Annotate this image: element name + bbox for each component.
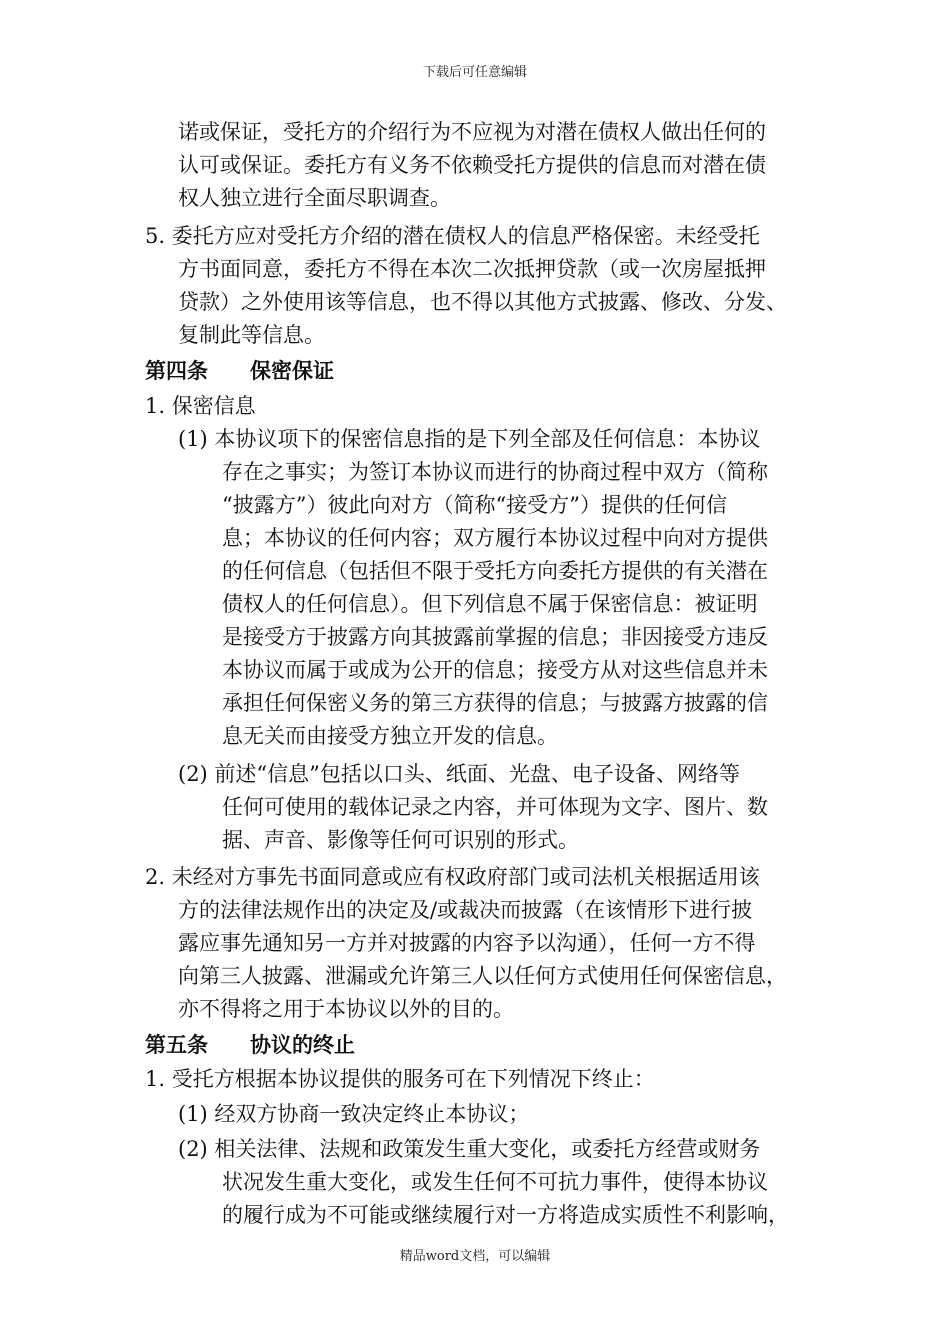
text-line: 1. 保密信息 (145, 394, 256, 418)
text-line: 方书面同意，委托方不得在本次二次抵押贷款（或一次房屋抵押 (178, 257, 766, 281)
text-line: 息；本协议的任何内容；双方履行本协议过程中向对方提供 (222, 526, 768, 550)
text-line: 债权人的任何信息）。但下列信息不属于保密信息：被证明 (222, 592, 758, 616)
text-line: 诺或保证，受托方的介绍行为不应视为对潜在债权人做出任何的 (178, 120, 766, 144)
text-line: 向第三人披露、泄漏或允许第三人以任何方式使用任何保密信息， (178, 964, 787, 988)
text-line: (2) 前述“信息”包括以口头、纸面、光盘、电子设备、网络等 (178, 762, 740, 786)
text-line: (1) 经双方协商一致决定终止本协议； (178, 1102, 530, 1126)
text-line: 任何可使用的载体记录之内容，并可体现为文字、图片、数 (222, 795, 768, 819)
text-line: 1. 受托方根据本协议提供的服务可在下列情况下终止： (145, 1067, 655, 1091)
text-line: 状况发生重大变化，或发生任何不可抗力事件，使得本协议 (222, 1170, 768, 1194)
text-line: 露应事先通知另一方并对披露的内容予以沟通），任何一方不得 (178, 931, 756, 955)
text-line: 息无关而由接受方独立开发的信息。 (222, 724, 558, 748)
text-line: 2. 未经对方事先书面同意或应有权政府部门或司法机关根据适用该 (145, 865, 760, 889)
text-line: 贷款）之外使用该等信息，也不得以其他方式披露、修改、分发、 (178, 290, 787, 314)
text-line: “披露方”）彼此向对方（简称“接受方”）提供的任何信 (222, 493, 727, 517)
page-header: 下载后可任意编辑 (422, 65, 527, 80)
text-line: 认可或保证。委托方有义务不依赖受托方提供的信息而对潜在债 (178, 153, 766, 177)
text-line: 复制此等信息。 (178, 323, 325, 347)
text-line: 方的法律法规作出的决定及/或裁决而披露（在该情形下进行披 (178, 898, 753, 922)
text-line: 本协议而属于或成为公开的信息；接受方从对这些信息并未 (222, 658, 768, 682)
page-footer: 精品word文档，可以编辑 (399, 1249, 551, 1264)
section-heading: 第四条 保密保证 (145, 359, 334, 383)
text-line: 承担任何保密义务的第三方获得的信息；与披露方披露的信 (222, 691, 768, 715)
text-line: 5. 委托方应对受托方介绍的潜在债权人的信息严格保密。未经受托 (145, 224, 760, 248)
text-line: 亦不得将之用于本协议以外的目的。 (178, 997, 514, 1021)
text-line: 的履行成为不可能或继续履行对一方将造成实质性不利影响， (222, 1203, 789, 1227)
text-line: 权人独立进行全面尽职调查。 (178, 186, 451, 210)
text-line: 的任何信息（包括但不限于受托方向委托方提供的有关潜在 (222, 559, 768, 583)
text-line: 据、声音、影像等任何可识别的形式。 (222, 828, 579, 852)
text-line: 是接受方于披露方向其披露前掌握的信息；非因接受方违反 (222, 625, 768, 649)
text-line: 存在之事实；为签订本协议而进行的协商过程中双方（简称 (222, 460, 768, 484)
section-heading: 第五条 协议的终止 (145, 1033, 355, 1057)
text-line: (1) 本协议项下的保密信息指的是下列全部及任何信息：本协议 (178, 427, 761, 451)
text-line: (2) 相关法律、法规和政策发生重大变化，或委托方经营或财务 (178, 1137, 761, 1161)
